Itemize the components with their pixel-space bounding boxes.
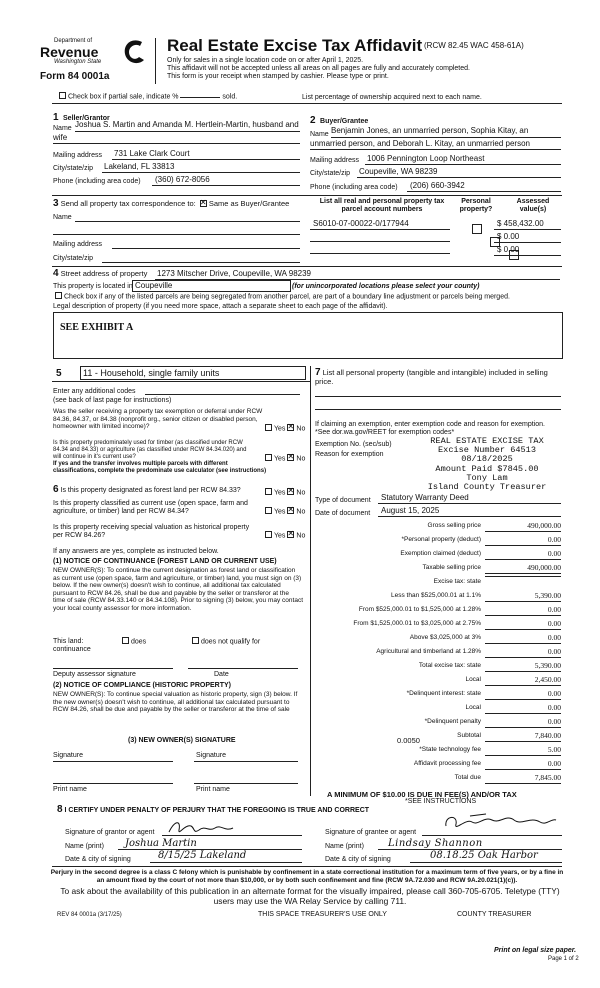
- same-as-buyer-label: Same as Buyer/Grantee: [208, 199, 290, 208]
- fee-row: [316, 590, 561, 602]
- fee-label: Gross selling price: [427, 522, 481, 529]
- q1-yes-checkbox[interactable]: [265, 424, 272, 431]
- fee-row: [316, 716, 561, 728]
- fee-label: Affidavit processing fee: [413, 760, 481, 767]
- fee-row: [316, 632, 561, 644]
- exemption-question: Was the seller receiving a property tax exemption or deferral under RCW 84.36, 84.37, or 84.38 (nonprofit org., senior citizen or disabled person, homeowner with limited income)?: [53, 408, 263, 430]
- deputy-sig-label: Deputy assessor signature: [53, 671, 136, 678]
- notice1-text: NEW OWNER(S): To continue the current designation as forest land or classification as current use (open space, farm and agriculture, or timber) land, you must sign on (3) below. If the new owner(s) doesn't wish to continue, all additional tax calculated pursuant to RCW 84.26, shall be due and payable by the seller or transferor at the time of sale (RCW 84.33.140 or 84.34.108). Prior to signing (3) below, you may contact your local county assessor for more information.: [53, 567, 304, 612]
- owner-print-label-1: Print name: [53, 786, 87, 793]
- grantee-name-label: Name (print): [325, 843, 364, 850]
- header-sub1: Only for sales in a single location code on or after April 1, 2025.: [167, 57, 364, 64]
- sec6-q2: Is this property classified as current use (open space, farm and agriculture, or timber) land per RCW 84.34?: [53, 500, 248, 515]
- header-divider: [155, 38, 156, 84]
- grantee-signature: [440, 812, 560, 836]
- fee-row: [316, 730, 561, 742]
- segregated-row: [53, 293, 510, 301]
- stamp-line1: REAL ESTATE EXCISE TAX: [430, 436, 544, 446]
- does-checkbox[interactable]: [122, 637, 129, 644]
- does-option: does: [120, 638, 146, 646]
- header-sub2: This affidavit will not be accepted unless all areas on all pages are fully and accurately completed.: [167, 65, 470, 72]
- q1-no-checkbox[interactable]: [287, 424, 294, 431]
- fee-label: Excise tax: state: [433, 578, 481, 585]
- county-treasurer: COUNTY TREASURER: [457, 911, 532, 918]
- seller-mail-label: Mailing address: [53, 152, 103, 159]
- legal-description-box[interactable]: [53, 312, 563, 359]
- notice1-title: (1) NOTICE OF CONTINUANCE (FOREST LAND OR CURRENT USE): [53, 558, 277, 565]
- seller-name-line1[interactable]: Joshua S. Martin and Amanda M. Hertlein-Martin, husband and: [75, 120, 299, 129]
- form-number: Form 84 0001a: [40, 71, 110, 82]
- segregated-checkbox[interactable]: [55, 292, 62, 299]
- grantor-signature: [165, 818, 245, 838]
- fee-label: Agricultural and timberland at 1.28%: [376, 648, 481, 655]
- notice3-title: (3) NEW OWNER(S) SIGNATURE: [128, 737, 236, 744]
- stamp-line6: Island County Treasurer: [427, 482, 547, 493]
- located-note: (for unincorporated locations please select your county): [292, 283, 480, 290]
- buyer-title: Buyer/Grantee: [320, 118, 369, 125]
- sec6-q1-yesno: Yes✕ No: [263, 489, 305, 497]
- doc-type[interactable]: Statutory Warranty Deed: [381, 493, 469, 502]
- forest-no-checkbox[interactable]: [287, 488, 294, 495]
- grantee-date-hand[interactable]: 08.18.25 Oak Harbor: [430, 850, 538, 861]
- deputy-date-label: Date: [214, 671, 229, 678]
- fee-value[interactable]: 0.00: [485, 758, 561, 770]
- grantor-name-hand[interactable]: Joshua Martin: [125, 838, 197, 849]
- fee-label: From $525,000.01 to $1,525,000 at 1.28%: [358, 606, 481, 613]
- fee-label: Total due: [454, 774, 481, 781]
- stamp-line5: Tony Lam: [466, 472, 508, 483]
- doc-date[interactable]: August 15, 2025: [381, 506, 440, 515]
- doc-date-label: Date of document: [315, 510, 371, 517]
- buyer-heading: 2 Buyer/Grantee: [310, 115, 369, 126]
- located-label: This property is located in: [53, 283, 133, 290]
- dor-logo: [40, 38, 152, 86]
- see-back-note: (see back of last page for instructions): [53, 397, 172, 404]
- grantor-date-hand[interactable]: 8/15/25 Lakeland: [158, 850, 247, 861]
- assessed-value-2[interactable]: $ 0.00: [497, 232, 520, 241]
- q2-yes-checkbox[interactable]: [265, 454, 272, 461]
- fee-label: Subtotal: [457, 732, 481, 739]
- header-sub3: This form is your receipt when stamped by cashier. Please type or print.: [167, 73, 389, 80]
- fee-label: *Delinquent penalty: [424, 718, 481, 725]
- fee-label: Less than $525,000.01 at 1.1%: [391, 592, 481, 599]
- buyer-name-line1[interactable]: Benjamin Jones, an unmarried person, Sophia Kitay, an: [331, 126, 529, 135]
- form-title: Real Estate Excise Tax Affidavit: [167, 36, 423, 55]
- fee-label: *Personal property (deduct): [401, 536, 481, 543]
- grantor-date-label: Date & city of signing: [65, 856, 131, 863]
- dept-line3: Washington State: [54, 59, 102, 65]
- sec5-num: 5: [56, 368, 62, 379]
- buyer-mail[interactable]: 1006 Pennington Loop Northeast: [367, 154, 485, 163]
- personal-prop-checkbox-1[interactable]: [472, 224, 482, 234]
- min-due-note: A MINIMUM OF $10.00 IS DUE IN FEE(S) AND/OR TAX: [327, 790, 517, 799]
- stamp-line2: Excise Number 64513: [438, 445, 536, 456]
- buyer-name-line2[interactable]: unmarried person, and Deborah L. Kitay, an unmarried person: [310, 139, 530, 148]
- sec6-q2-yesno: Yes✕ No: [263, 508, 305, 516]
- treasurer-stamp: [412, 437, 562, 492]
- fee-row: [316, 520, 561, 532]
- stamp-line4: Amount Paid $7845.00: [435, 463, 539, 474]
- this-land-label: This land:: [53, 638, 84, 645]
- q1-yesno: Yes✕ No: [263, 425, 305, 433]
- sec3-text: Send all property tax correspondence to:: [60, 199, 196, 208]
- assessed-value-1[interactable]: $ 458,432.00: [497, 219, 544, 228]
- sec6-q1: 6 Is this property designated as forest land per RCW 84.33?: [53, 484, 241, 495]
- notice2-text: NEW OWNER(S): To continue special valuation as historic property, sign (3) below. If the new owner(s) doesn't wish to continue, all additional tax calculated pursuant to RCW 84.26, shall be due and payable by the seller or transferor at the time of sale: [53, 691, 298, 713]
- alt-format-note: To ask about the availability of this publication in an alternate format for the visually impaired, please call 360-705-6705. Teletype (TTY) users may use the WA Relay Service by calling 711.: [60, 886, 560, 906]
- fee-label: Taxable selling price: [422, 564, 481, 571]
- grantor-name-label: Name (print): [65, 843, 104, 850]
- owner-sig-label-2: Signature: [196, 752, 226, 759]
- fee-value[interactable]: 0.00: [485, 604, 561, 616]
- fee-label: *State technology fee: [419, 746, 481, 753]
- fee-value[interactable]: 0.00: [485, 646, 561, 658]
- partial-sale-row: [57, 93, 237, 101]
- seller-name-line2[interactable]: wife: [53, 133, 68, 142]
- fee-label: Exemption claimed (deduct): [400, 550, 481, 557]
- does-not-option: does not qualify for: [190, 638, 260, 646]
- dept-line2: Revenue: [40, 44, 99, 60]
- assessed-col-header: Assessed value(s): [516, 198, 550, 213]
- fee-value[interactable]: 490,000.00: [485, 520, 561, 532]
- grantee-sig-label: Signature of grantee or agent: [325, 829, 417, 836]
- buyer-mail-label: Mailing address: [310, 157, 360, 164]
- fee-label: Local: [465, 704, 481, 711]
- buyer-name-label: Name: [310, 131, 329, 138]
- partial-sale-label: Check box if partial sale, indicate %: [68, 93, 179, 101]
- sec6-q3-yesno: Yes✕ No: [263, 532, 305, 540]
- street-address[interactable]: 1273 Mitscher Drive, Coupeville, WA 98239: [157, 269, 311, 278]
- doc-type-label: Type of document: [315, 497, 371, 504]
- exempt-text: If claiming an exemption, enter exemption code and reason for exemption. *See dor.wa.gov/REET for exemption codes*: [315, 421, 545, 436]
- sec3-city-label: City/state/zip: [53, 255, 94, 262]
- buyer-city-label: City/state/zip: [310, 170, 351, 177]
- fee-value[interactable]: 7,840.00: [485, 730, 561, 742]
- located-select[interactable]: Coupeville: [132, 280, 291, 292]
- sec3-name-label: Name: [53, 214, 72, 221]
- same-as-buyer-checkbox[interactable]: [200, 200, 207, 207]
- fee-value[interactable]: 0.00: [485, 618, 561, 630]
- fee-label: From $1,525,000.01 to $3,025,000 at 2.75%: [353, 620, 481, 627]
- seller-mail[interactable]: 731 Lake Clark Court: [114, 149, 190, 158]
- fee-row: [316, 702, 561, 714]
- buyer-phone[interactable]: (206) 660-3942: [410, 181, 465, 190]
- fee-row: [316, 744, 561, 756]
- seller-phone-label: Phone (including area code): [53, 178, 141, 185]
- buyer-city[interactable]: Coupeville, WA 98239: [359, 167, 438, 176]
- sec7-text: 7 List all personal property (tangible and intangible) included in selling price.: [315, 367, 548, 386]
- owner-sig-label-1: Signature: [53, 752, 83, 759]
- fee-row: [316, 758, 561, 770]
- page-number: Page 1 of 2: [548, 956, 579, 962]
- fee-label: Above $3,025,000 at 3%: [409, 634, 481, 641]
- divider-top: [52, 103, 562, 104]
- street-label: Street address of property: [60, 269, 148, 278]
- exempt-no-label: Exemption No. (sec/sub): [315, 441, 392, 448]
- fee-row: [316, 674, 561, 686]
- fee-value[interactable]: 7,845.00: [485, 772, 561, 784]
- perjury-note: Perjury in the second degree is a class C felony which is punishable by confinement in a state correctional institution for a maximum term of five years, or by a fine in an amount fixed by the court of not more than $10,000, or by both such confinement and fine (RCW 9A.72.030 and RCW 9A.20.021(1)(c)).: [50, 869, 564, 884]
- fee-row: [316, 576, 561, 588]
- segregated-label: Check box if any of the listed parcels are being segregated from another parcel, are part of a boundary line adjustment or parcels being merged.: [64, 293, 510, 301]
- certify-heading: 8 I CERTIFY UNDER PENALTY OF PERJURY THAT THE FOREGOING IS TRUE AND CORRECT: [57, 804, 370, 815]
- timber-note: If yes and the transfer involves multiple parcels with different classifications, complete the predominate use calculator (see instructions): [53, 461, 267, 474]
- dept-line1: Department of: [54, 38, 93, 44]
- seller-city-label: City/state/zip: [53, 165, 94, 172]
- fee-value[interactable]: 0.00: [485, 716, 561, 728]
- seller-phone[interactable]: (360) 672-8056: [155, 175, 210, 184]
- buyer-phone-label: Phone (including area code): [310, 184, 398, 191]
- certify-text: I CERTIFY UNDER PENALTY OF PERJURY THAT THE FOREGOING IS TRUE AND CORRECT: [64, 807, 370, 814]
- historic-yes-checkbox[interactable]: [265, 531, 272, 538]
- treasurer-only: THIS SPACE TREASURER'S USE ONLY: [258, 911, 387, 918]
- additional-codes-label: Enter any additional codes: [53, 388, 136, 395]
- notice2-title: (2) NOTICE OF COMPLIANCE (HISTORIC PROPERTY): [53, 682, 231, 689]
- fee-label: *Delinquent interest: state: [406, 690, 481, 697]
- fee-value[interactable]: 5,390.00: [485, 590, 561, 602]
- reason-label: Reason for exemption: [315, 451, 384, 458]
- does-not-checkbox[interactable]: [192, 637, 199, 644]
- column-divider: [310, 366, 311, 796]
- if-yes-note: If any answers are yes, complete as instructed below.: [53, 548, 219, 555]
- legal-label: Legal description of property (if you need more space, attach a separate sheet to each page of the affidavit).: [53, 303, 388, 310]
- ownership-note: List percentage of ownership acquired next to each name.: [302, 94, 482, 101]
- fee-value[interactable]: 0.00: [485, 534, 561, 546]
- sec3-heading: 3 Send all property tax correspondence to: ✕ Same as Buyer/Grantee: [53, 199, 289, 208]
- owner-print-label-2: Print name: [196, 786, 230, 793]
- fee-label: Local: [465, 676, 481, 683]
- fee-row: [316, 562, 561, 574]
- fee-value[interactable]: 0.00: [485, 632, 561, 644]
- fee-row: [316, 618, 561, 630]
- assessed-value-3[interactable]: $ 0.00: [497, 245, 520, 254]
- fee-row: [316, 688, 561, 700]
- fee-value[interactable]: [485, 576, 561, 577]
- grantee-name-hand[interactable]: Lindsay Shannon: [388, 838, 483, 849]
- fee-value[interactable]: 5,390.00: [485, 660, 561, 672]
- local-rate: 0.0050: [397, 736, 420, 745]
- grantee-date-label: Date & city of signing: [325, 856, 391, 863]
- dor-swirl-icon: [122, 38, 148, 68]
- current-use-no-checkbox[interactable]: [287, 507, 294, 514]
- personal-col-header: Personal property?: [459, 198, 493, 213]
- fee-row: [316, 604, 561, 616]
- fee-value[interactable]: 0.00: [485, 702, 561, 714]
- partial-percent-field[interactable]: [180, 97, 220, 98]
- fee-row: [316, 660, 561, 672]
- see-instructions: *SEE INSTRUCTIONS: [405, 798, 477, 805]
- fee-value[interactable]: 0.00: [485, 688, 561, 700]
- grantor-sig-label: Signature of grantor or agent: [65, 829, 155, 836]
- q2-yesno: Yes✕ No: [263, 455, 305, 463]
- historic-no-checkbox[interactable]: [287, 531, 294, 538]
- sec6-q3: Is this property receiving special valuation as historical property per RCW 84.26?: [53, 524, 250, 539]
- continuance-label: continuance: [53, 646, 91, 653]
- fee-value[interactable]: 2,450.00: [485, 674, 561, 686]
- sec4-heading: 4 Street address of property: [53, 268, 148, 279]
- legal-description: SEE EXHIBIT A: [60, 322, 134, 333]
- fee-value[interactable]: 490,000.00: [485, 562, 561, 574]
- fee-row: [316, 534, 561, 546]
- seller-heading: 1 Seller/Grantor: [53, 112, 110, 123]
- q2-no-checkbox[interactable]: [287, 454, 294, 461]
- fee-value[interactable]: 0.00: [485, 548, 561, 560]
- seller-city[interactable]: Lakeland, FL 33813: [104, 162, 175, 171]
- parcel-col-header: List all real and personal property tax parcel account numbers: [319, 198, 445, 213]
- seller-name-label: Name: [53, 125, 72, 132]
- fee-row: [316, 548, 561, 560]
- rcw-ref: (RCW 82.45 WAC 458-61A): [424, 41, 524, 50]
- forest-yes-checkbox[interactable]: [265, 488, 272, 495]
- seller-title: Seller/Grantor: [63, 115, 110, 122]
- current-use-yes-checkbox[interactable]: [265, 507, 272, 514]
- timber-question: Is this property predominately used for timber (as classified under RCW 84.34 and 84.33) or agriculture (as classified under RCW 84.34.020) and will continue in it's current use?: [53, 440, 247, 460]
- sec3-mail-label: Mailing address: [53, 241, 103, 248]
- fee-value[interactable]: 5.00: [485, 744, 561, 756]
- stamp-line3: 08/18/2025: [461, 454, 513, 465]
- rev-number: REV 84 0001a (3/17/25): [57, 912, 122, 918]
- partial-sold-label: sold.: [222, 93, 238, 101]
- legal-paper-note: Print on legal size paper.: [494, 947, 577, 954]
- parcel-number[interactable]: S6010-07-00022-0/177944: [313, 219, 409, 228]
- fee-label: Total excise tax: state: [418, 662, 481, 669]
- fee-row: [316, 772, 561, 784]
- partial-sale-checkbox[interactable]: [59, 92, 66, 99]
- fee-row: [316, 646, 561, 658]
- use-code-select[interactable]: 11 - Household, single family units: [80, 366, 306, 380]
